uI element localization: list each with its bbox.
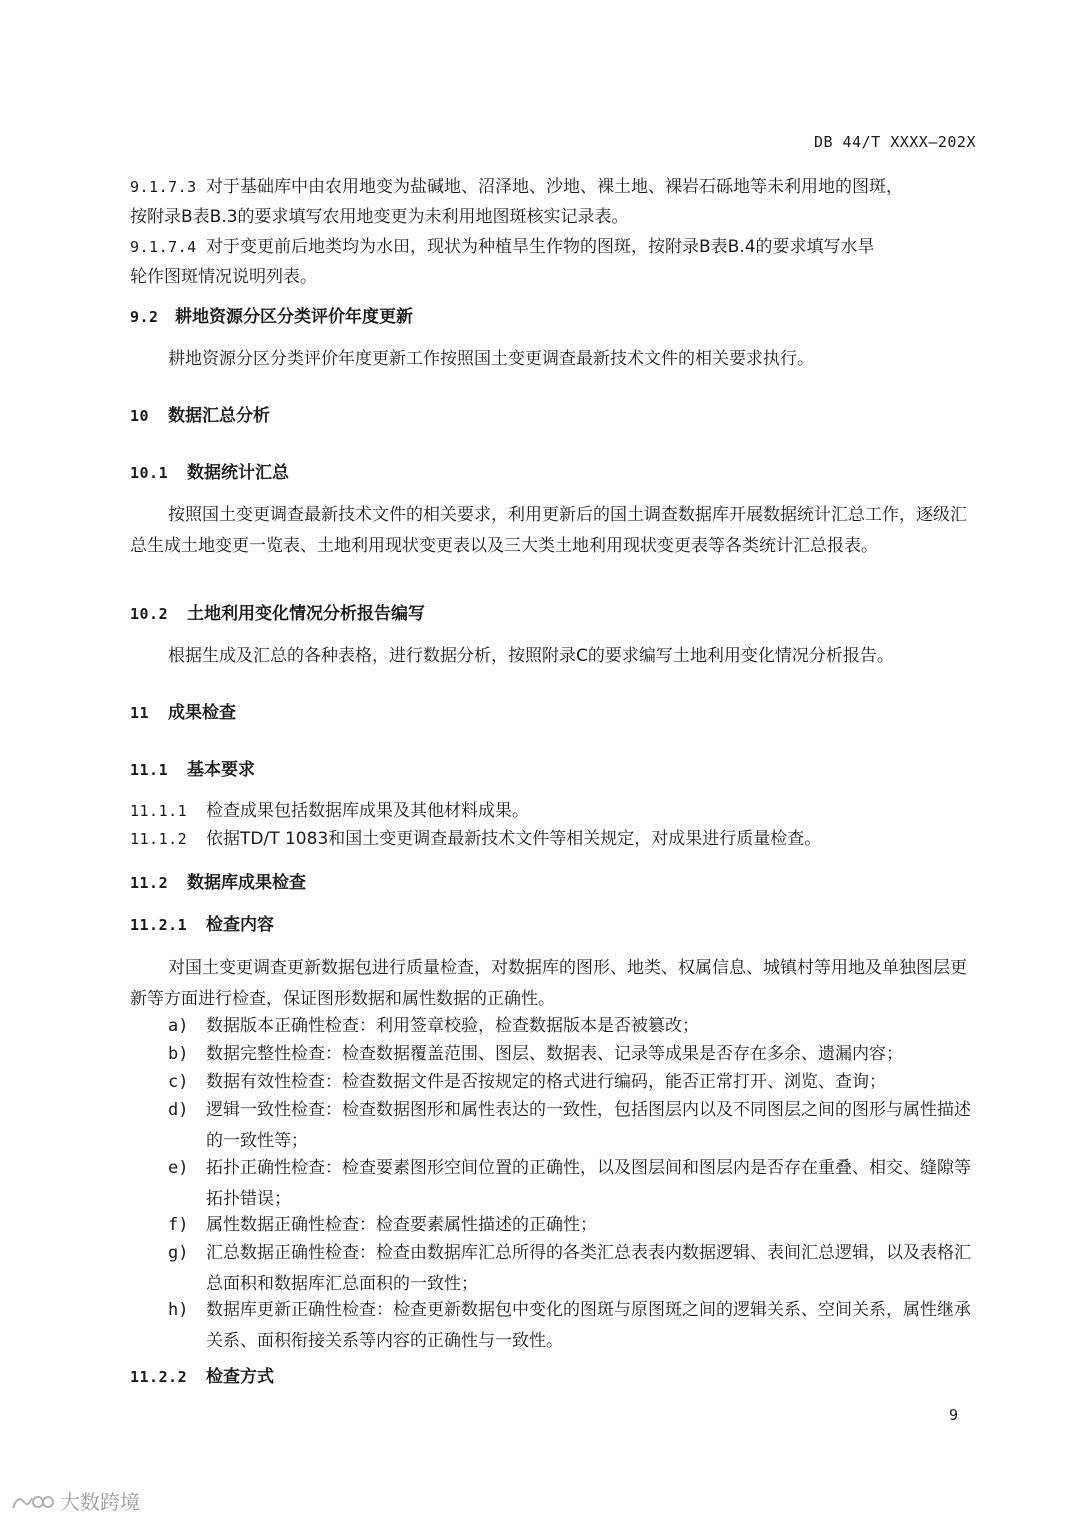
clause-text: 对于基础库中由农用地变为盐碱地、沼泽地、沙地、裸土地、裸岩石砾地等未利用地的图斑， <box>206 177 903 197</box>
list-text: 属性数据正确性检查：检查要素属性描述的正确性； <box>206 1215 597 1235</box>
list-item <box>168 1011 980 1042</box>
list-item <box>168 1095 980 1157</box>
list-marker: e) <box>168 1158 189 1178</box>
list-item <box>168 1238 980 1300</box>
list-text: 数据有效性检查：检查数据文件是否按规定的格式进行编码，能否正常打开、浏览、查询； <box>206 1072 886 1092</box>
clause-number: 11.1.1 <box>130 802 188 820</box>
heading-number: 11 <box>130 704 150 722</box>
clause-11-1-1 <box>130 800 529 822</box>
heading-11-2 <box>130 872 306 894</box>
list-text: 逻辑一致性检查：检查数据图形和属性表达的一致性，包括图层内以及不同图层之间的图形与属性描述的一致性等； <box>206 1100 971 1151</box>
heading-11 <box>130 702 236 724</box>
list-text: 数据完整性检查：检查数据覆盖范围、图层、数据表、记录等成果是否存在多余、遗漏内容； <box>206 1044 903 1064</box>
heading-number: 11.2 <box>130 874 169 892</box>
clause-9-1-7-4 <box>130 236 875 258</box>
heading-title: 检查方式 <box>206 1367 274 1387</box>
heading-title: 检查内容 <box>206 915 274 935</box>
list-text: 数据库更新正确性检查：检查更新数据包中变化的图斑与原图斑之间的逻辑关系、空间关系，属性继承关系、面积衔接关系等内容的正确性与一致性。 <box>206 1300 971 1351</box>
clause-number: 11.1.2 <box>130 830 188 848</box>
heading-number: 9.2 <box>130 308 159 326</box>
list-item <box>168 1039 980 1070</box>
list-text: 拓扑正确性检查：检查要素图形空间位置的正确性，以及图层间和图层内是否存在重叠、相交、缝隙等拓扑错误； <box>206 1158 971 1209</box>
clause-continuation: 按附录B表B.3的要求填写农用地变更为未利用地图斑核实记录表。 <box>130 207 629 227</box>
list-marker: g) <box>168 1243 189 1263</box>
heading-number: 10.2 <box>130 605 169 623</box>
list-item <box>168 1067 980 1098</box>
list-marker: h) <box>168 1300 189 1320</box>
page-number: 9 <box>948 1406 958 1424</box>
clause-number: 9.1.7.4 <box>130 238 197 256</box>
list-marker: b) <box>168 1044 189 1064</box>
paragraph: 耕地资源分区分类评价年度更新工作按照国土变更调查最新技术文件的相关要求执行。 <box>168 349 814 369</box>
heading-11-1 <box>130 759 255 781</box>
heading-title: 数据统计汇总 <box>187 463 289 483</box>
list-marker: c) <box>168 1072 189 1092</box>
document-code: DB 44/T XXXX—202X <box>813 133 976 151</box>
clause-continuation: 轮作图斑情况说明列表。 <box>130 267 317 287</box>
heading-number: 10 <box>130 407 150 425</box>
heading-11-2-1 <box>130 914 274 936</box>
list-text: 数据版本正确性检查：利用签章校验，检查数据版本是否被篡改； <box>206 1016 699 1036</box>
heading-number: 11.1 <box>130 761 169 779</box>
clause-text: 检查成果包括数据库成果及其他材料成果。 <box>206 801 529 821</box>
list-marker: d) <box>168 1100 189 1120</box>
watermark-logo-icon <box>10 1490 54 1514</box>
list-item <box>168 1295 980 1357</box>
heading-title: 成果检查 <box>168 703 236 723</box>
clause-text: 依据TD/T 1083和国土变更调查最新技术文件等相关规定，对成果进行质量检查。 <box>206 829 822 849</box>
heading-10-1 <box>130 462 289 484</box>
list-marker: a) <box>168 1016 189 1036</box>
heading-number: 11.2.2 <box>130 1368 188 1386</box>
heading-number: 11.2.1 <box>130 916 188 934</box>
list-text: 汇总数据正确性检查：检查由数据库汇总所得的各类汇总表表内数据逻辑、表间汇总逻辑，以及表格汇总面积和数据库汇总面积的一致性； <box>206 1243 971 1294</box>
paragraph: 按照国土变更调查最新技术文件的相关要求，利用更新后的国土调查数据库开展数据统计汇总工作，逐级汇总生成土地变更一览表、土地利用现状变更表以及三大类土地利用现状变更表等各类统计汇总报表。 <box>130 505 967 556</box>
heading-title: 基本要求 <box>187 760 255 780</box>
list-marker: f) <box>168 1215 189 1235</box>
paragraph: 根据生成及汇总的各种表格，进行数据分析，按照附录C的要求编写土地利用变化情况分析报告。 <box>168 646 894 666</box>
clause-9-1-7-3 <box>130 176 903 198</box>
watermark-text: 大数跨境 <box>60 1490 140 1514</box>
watermark <box>10 1490 140 1514</box>
paragraph: 对国土变更调查更新数据包进行质量检查，对数据库的图形、地类、权属信息、城镇村等用地及单独图层更新等方面进行检查，保证图形数据和属性数据的正确性。 <box>130 958 967 1009</box>
list-item <box>168 1210 980 1241</box>
heading-title: 土地利用变化情况分析报告编写 <box>187 604 425 624</box>
heading-title: 数据库成果检查 <box>187 873 306 893</box>
clause-text: 对于变更前后地类均为水田，现状为种植旱生作物的图斑，按附录B表B.4的要求填写水旱 <box>206 237 875 257</box>
heading-9-2 <box>130 306 413 328</box>
heading-title: 数据汇总分析 <box>168 406 270 426</box>
clause-number: 9.1.7.3 <box>130 178 197 196</box>
clause-11-1-2 <box>130 828 821 850</box>
heading-number: 10.1 <box>130 464 169 482</box>
heading-11-2-2 <box>130 1366 274 1388</box>
heading-title: 耕地资源分区分类评价年度更新 <box>175 307 413 327</box>
heading-10 <box>130 405 270 427</box>
heading-10-2 <box>130 603 425 625</box>
list-item <box>168 1153 980 1215</box>
